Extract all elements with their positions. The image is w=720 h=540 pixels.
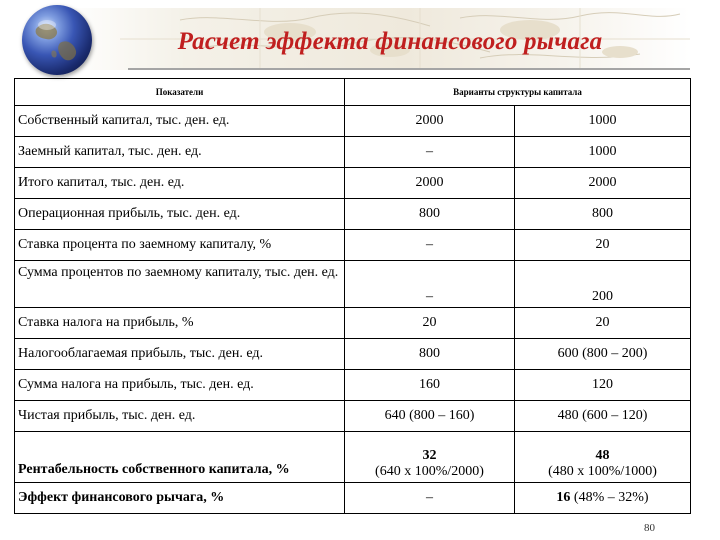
variant2-value: 1000 (515, 106, 691, 137)
variant2-leverage-formula: (48% – 32%) (573, 490, 649, 505)
row-label-taxable-profit: Налогооблагаемая прибыль, тыс. ден. ед. (15, 339, 345, 370)
variant1-value: – (345, 483, 515, 514)
table-row (15, 199, 691, 230)
row-label-interest-amount: Сумма процентов по заемному капиталу, тыс. ден. ед. (15, 261, 345, 308)
row-label-total-capital: Итого капитал, тыс. ден. ед. (15, 168, 345, 199)
row-label-operating-profit: Операционная прибыль, тыс. ден. ед. (15, 199, 345, 230)
variant1-value: – (345, 230, 515, 261)
variant1-value: – (345, 137, 515, 168)
table-row (15, 230, 691, 261)
variant2-roe-value: 48 (595, 448, 610, 463)
financial-leverage-table (14, 78, 691, 514)
row-label-equity: Собственный капитал, тыс. ден. ед. (15, 106, 345, 137)
variant2-value: 120 (515, 370, 691, 401)
row-label-interest-rate: Ставка процента по заемному капиталу, % (15, 230, 345, 261)
globe-continents (22, 5, 92, 75)
page-number: 80 (644, 522, 655, 534)
variant2-value: 1000 (515, 137, 691, 168)
globe-icon (22, 5, 92, 75)
table-row (15, 370, 691, 401)
title-underline (128, 68, 690, 70)
variant1-value: 160 (345, 370, 515, 401)
table-row (15, 168, 691, 199)
table-row (15, 339, 691, 370)
row-label-tax-amount: Сумма налога на прибыль, тыс. ден. ед. (15, 370, 345, 401)
variant1-value: 2000 (345, 168, 515, 199)
row-label-financial-leverage-effect: Эффект финансового рычага, % (15, 483, 345, 514)
row-label-tax-rate: Ставка налога на прибыль, % (15, 308, 345, 339)
table-row (15, 137, 691, 168)
header-capital-structure-variants: Варианты структуры капитала (345, 79, 691, 106)
variant2-value: 800 (515, 199, 691, 230)
row-label-debt: Заемный капитал, тыс. ден. ед. (15, 137, 345, 168)
variant1-roe-value: 32 (422, 448, 437, 463)
table-row (15, 261, 691, 308)
page-title: Расчет эффекта финансового рычага (177, 28, 603, 55)
header-indicators: Показатели (15, 79, 345, 106)
variant1-value: 20 (345, 308, 515, 339)
variant2-value: 20 (515, 230, 691, 261)
table-row (15, 106, 691, 137)
variant1-value: 800 (345, 199, 515, 230)
variant1-value (345, 432, 515, 483)
variant2-value (515, 483, 691, 514)
table-row (15, 401, 691, 432)
variant2-roe-formula: (480 x 100%/1000) (548, 464, 657, 479)
variant2-value: 480 (600 – 120) (515, 401, 691, 432)
variant1-value: 640 (800 – 160) (345, 401, 515, 432)
variant1-roe-formula: (640 x 100%/2000) (375, 464, 484, 479)
table-row (15, 308, 691, 339)
variant1-value: 2000 (345, 106, 515, 137)
variant2-value: 200 (515, 261, 691, 308)
variant1-value: – (345, 261, 515, 308)
table-row (15, 432, 691, 483)
row-label-net-profit: Чистая прибыль, тыс. ден. ед. (15, 401, 345, 432)
variant2-value: 2000 (515, 168, 691, 199)
variant2-value: 20 (515, 308, 691, 339)
variant2-leverage-value: 16 (556, 490, 571, 505)
row-label-return-on-equity: Рентабельность собственного капитала, % (15, 432, 345, 483)
variant2-value (515, 432, 691, 483)
variant1-value: 800 (345, 339, 515, 370)
table-header-row (15, 79, 691, 106)
variant2-value: 600 (800 – 200) (515, 339, 691, 370)
table-row (15, 483, 691, 514)
